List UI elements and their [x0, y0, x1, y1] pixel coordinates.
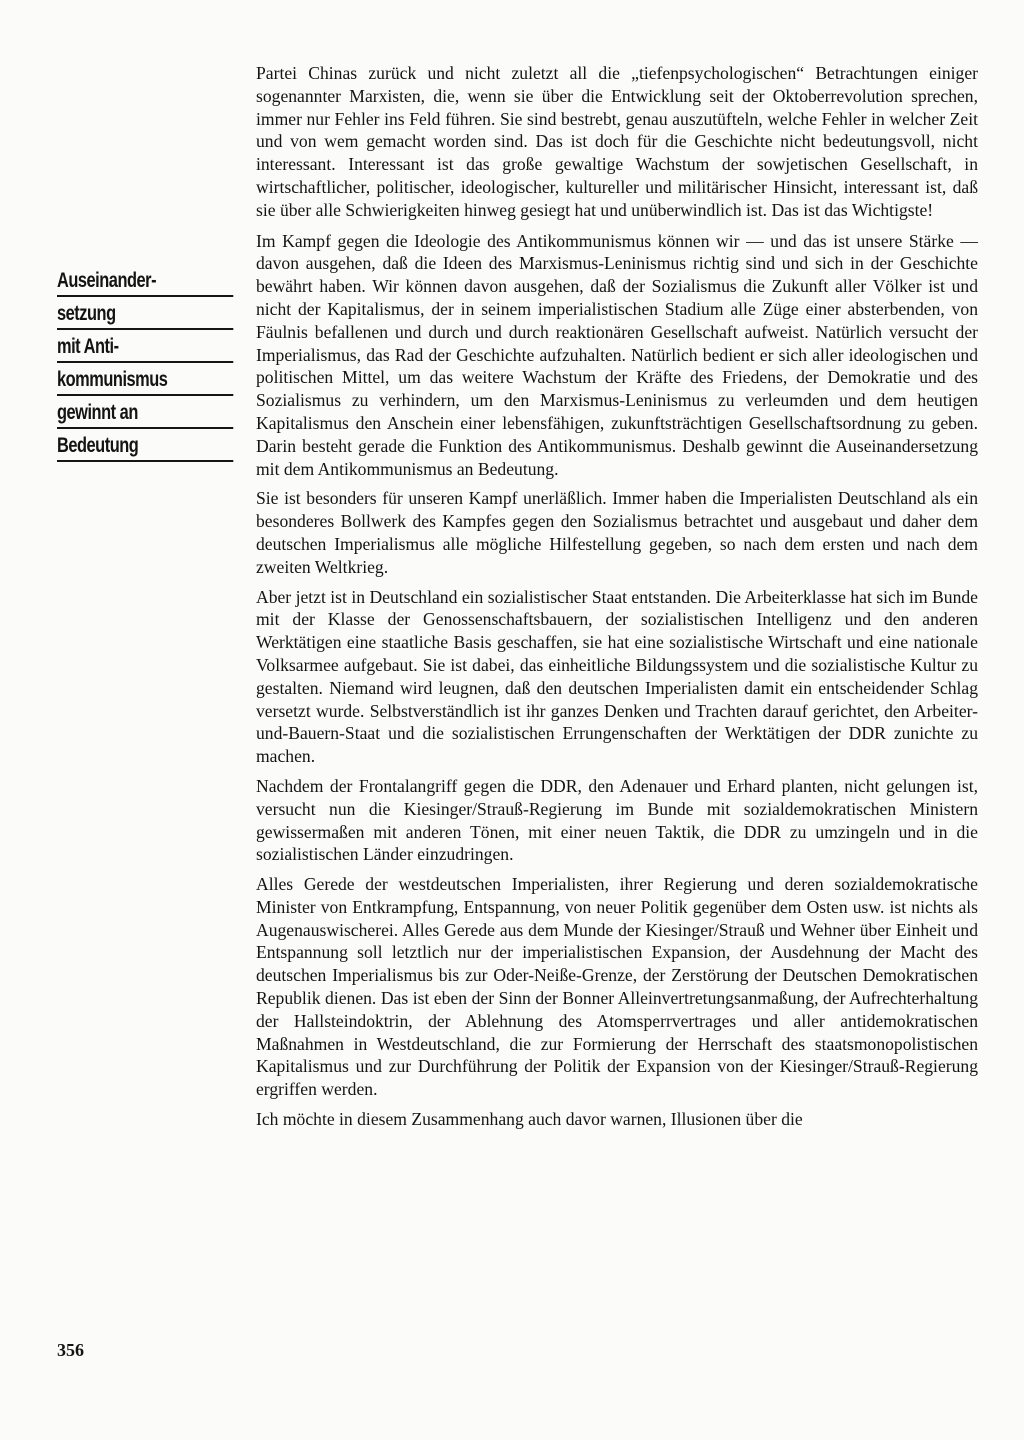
paragraph-4: Aber jetzt ist in Deutschland ein sozialistischer Staat entstanden. Die Arbeiterklasse hat sich im Bunde mit der Klasse der Genossenschaftsbauern, der sozialistischen Intelligenz und den anderen Werktätigen eine staatliche Basis geschaffen, sie hat eine sozialistische Wirtschaft und eine nationale Volksarmee aufgebaut. Sie ist dabei, das einheitliche Bildungssystem und die sozialistische Kultur zu gestalten. Niemand wird leugnen, daß den deutschen Imperialisten damit ein entscheidender Schlag versetzt wurde. Selbstverständlich ist ihr ganzes Denken und Trachten darauf gerichtet, den Arbeiter-und-Bauern-Staat und die sozialistischen Errungenschaften der Werktätigen der DDR zunichte zu machen.	[256, 586, 978, 767]
margin-heading-line: gewinnt an	[57, 402, 233, 429]
margin-heading	[57, 270, 235, 468]
paragraph-1: Partei Chinas zurück und nicht zuletzt all die „tiefenpsychologischen“ Betrachtungen einiger sogenannter Marxisten, die, wenn sie über die Entwicklung seit der Oktoberrevolution sprechen, immer nur Fehler ins Feld führen. Sie sind bestrebt, genau auszutüfteln, welche Fehler in welcher Zeit und von wem gemacht worden sind. Das ist doch für die Geschichte nicht bedeutungsvoll, nicht interessant. Interessant ist das große gewaltige Wachstum der sowjetischen Gesellschaft, in wirtschaftlicher, politischer, ideologischer, kultureller und militärischer Hinsicht, interessant ist, daß sie über alle Schwierigkeiten hinweg gesiegt hat und unüberwindlich ist. Das ist das Wichtigste!	[256, 63, 978, 220]
margin-heading-line: Bedeutung	[57, 435, 233, 462]
margin-heading-line: setzung	[57, 303, 233, 330]
margin-heading-line: kommunismus	[57, 369, 233, 396]
margin-heading-line: mit Anti-	[57, 336, 233, 363]
paragraph-2: Im Kampf gegen die Ideologie des Antikommunismus können wir — und das ist unsere Stärke — davon ausgehen, daß die Ideen des Marxismus-Leninismus richtig sind und sich in der Geschichte bewährt haben. Wir können davon ausgehen, daß der Sozialismus die Zukunft aller Völker ist und nicht der Kapitalismus, der in seinem imperialistischen Stadium alle Züge einer absterbenden, von Fäulnis befallenen und durch und durch reaktionären Gesellschaft aufweist. Natürlich versucht der Imperialismus, das Rad der Geschichte aufzuhalten. Natürlich bedient er sich aller ideologischen und politischen Mittel, um das weitere Wachstum der Kräfte des Friedens, der Demokratie und des Sozialismus zu verhindern, um den Marxismus-Leninismus zu verleumden und dem heutigen Kapitalismus den Anschein einer lebensfähigen, zukunftsträchtigen Gesellschaftsordnung zu geben. Darin besteht gerade die Funktion des Antikommunismus. Deshalb gewinnt die Auseinandersetzung mit dem Antikommunismus an Bedeutung.	[256, 230, 978, 479]
paragraph-7: Ich möchte in diesem Zusammenhang auch davor warnen, Illusionen über die	[256, 1109, 803, 1130]
page-number: 356	[57, 1340, 84, 1360]
margin-heading-line: Auseinander-	[57, 270, 233, 297]
paragraph-6: Alles Gerede der westdeutschen Imperialisten, ihrer Regierung und deren sozialdemokratische Minister von Entkrampfung, Entspannung, von neuer Politik gegenüber dem Osten usw. ist nichts als Augenauswischerei. Alles Gerede aus dem Munde der Kiesinger/Strauß und Wehner über Einheit und Entspannung soll letztlich nur der imperialistischen Expansion, der Ausdehnung der Macht des deutschen Imperialismus bis zur Oder-Neiße-Grenze, der Zerstörung der Deutschen Demokratischen Republik dienen. Das ist eben der Sinn der Bonner Alleinvertretungsanmaßung, der Aufrechterhaltung der Hallsteindoktrin, der Ablehnung des Atomsperrvertrages und aller antidemokratischen Maßnahmen in Westdeutschland, die zur Formierung der Herrschaft des staatsmonopolistischen Kapitalismus und zur Durchführung der Politik der Expansion von der Kiesinger/Strauß-Regierung ergriffen werden.	[256, 874, 978, 1100]
main-text-column	[256, 62, 978, 1138]
paragraph-5: Nachdem der Frontalangriff gegen die DDR, den Adenauer und Erhard planten, nicht gelungen ist, versucht nun die Kiesinger/Strauß-Regierung im Bunde mit sozialdemokratischen Ministern gewissermaßen mit anderen Tönen, mit einer neuen Taktik, die DDR zu umzingeln und in die sozialistischen Länder einzudringen.	[256, 775, 978, 865]
paragraph-3: Sie ist besonders für unseren Kampf unerläßlich. Immer haben die Imperialisten Deutschland als ein besonderes Bollwerk des Kampfes gegen den Sozialismus betrachtet und ausgebaut und daher dem deutschen Imperialismus alle mögliche Hilfestellung gegeben, so nach dem ersten und nach dem zweiten Weltkrieg.	[256, 488, 978, 577]
